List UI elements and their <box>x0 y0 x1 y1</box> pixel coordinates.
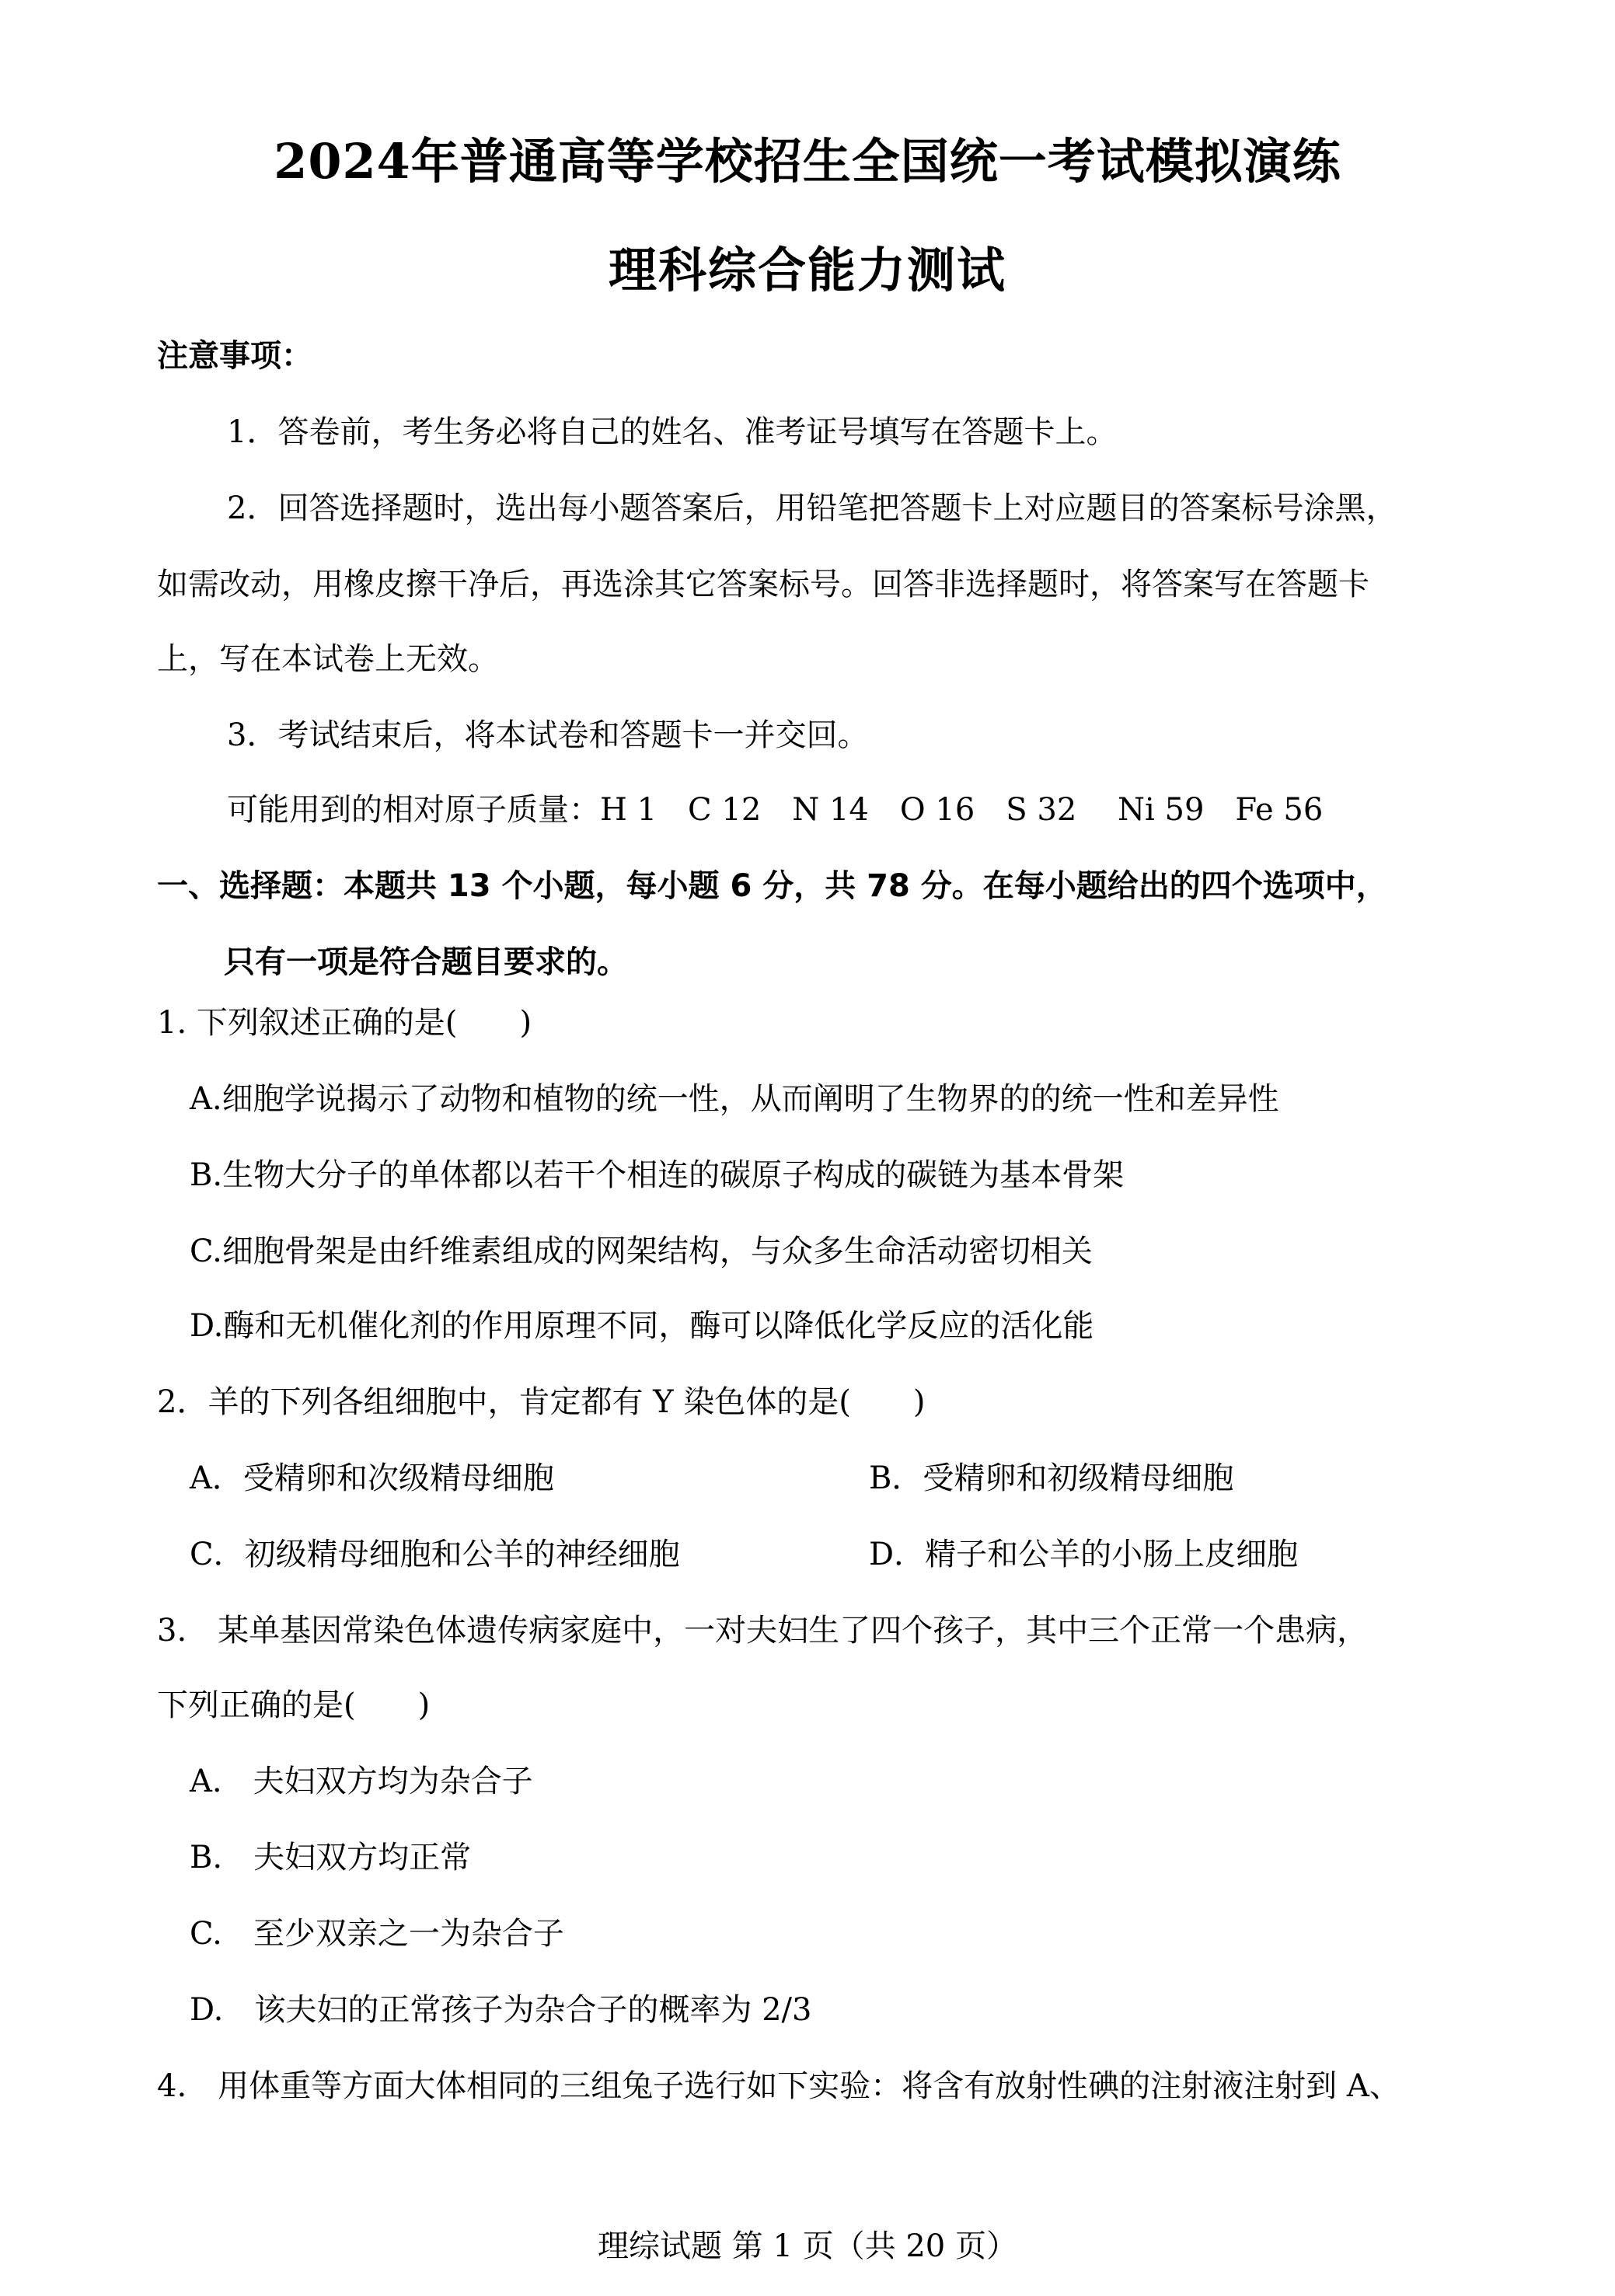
notice-item-2-line-3: 上，写在本试卷上无效。 <box>157 641 499 677</box>
notice-heading: 注意事项： <box>157 338 312 374</box>
question-3-option-b: B. 夫妇双方均正常 <box>190 1840 472 1876</box>
question-1-option-a: A.细胞学说揭示了动物和植物的统一性，从而阐明了生物界的的统一性和差异性 <box>190 1081 1279 1117</box>
question-3-option-c: C. 至少双亲之一为杂合子 <box>190 1916 564 1952</box>
question-2-option-c: C．初级精母细胞和公羊的神经细胞 <box>190 1537 680 1572</box>
question-4-stem-line-1: 4. 用体重等方面大体相同的三组兔子选行如下实验：将含有放射性碘的注射液注射到 A、 <box>157 2068 1400 2104</box>
exam-subtitle: 理科综合能力测试 <box>608 242 1006 298</box>
question-1-option-d: D.酶和无机催化剂的作用原理不同，酶可以降低化学反应的活化能 <box>190 1308 1094 1344</box>
question-1-option-c: C.细胞骨架是由纤维素组成的网架结构，与众多生命活动密切相关 <box>190 1233 1093 1269</box>
notice-item-2-line-2: 如需改动，用橡皮擦干净后，再选涂其它答案标号。回答非选择题时，将答案写在答题卡 <box>157 567 1369 602</box>
question-1-stem: 1. 下列叙述正确的是( ) <box>157 1005 532 1041</box>
notice-item-1: 1．答卷前，考生务必将自己的姓名、准考证号填写在答题卡上。 <box>227 414 1118 450</box>
question-2-option-a: A．受精卵和次级精母细胞 <box>190 1460 554 1496</box>
question-3-stem-line-1: 3. 某单基因常染色体遗传病家庭中，一对夫妇生了四个孩子，其中三个正常一个患病， <box>157 1613 1369 1649</box>
question-2-stem: 2．羊的下列各组细胞中，肯定都有 Y 染色体的是( ) <box>157 1384 926 1420</box>
atomic-masses: 可能用到的相对原子质量：H 1 C 12 N 14 O 16 S 32 Ni 59 Fe 56 <box>227 792 1324 828</box>
section-1-heading-line-1: 一、选择题：本题共 13 个小题，每小题 6 分，共 78 分。在每小题给出的四个选项中， <box>157 868 1387 904</box>
question-3-option-a: A. 夫妇双方均为杂合子 <box>190 1764 533 1799</box>
question-3-stem-line-2: 下列正确的是( ) <box>157 1687 431 1723</box>
question-2-option-d: D．精子和公羊的小肠上皮细胞 <box>869 1537 1299 1572</box>
section-1-heading-line-2: 只有一项是符合题目要求的。 <box>224 944 628 980</box>
exam-title: 2024年普通高等学校招生全国统一考试模拟演练 <box>274 133 1341 190</box>
page-footer: 理综试题 第 1 页（共 20 页） <box>598 2228 1017 2264</box>
question-2-option-b: B．受精卵和初级精母细胞 <box>869 1460 1234 1496</box>
question-3-option-d: D. 该夫妇的正常孩子为杂合子的概率为 2/3 <box>190 1992 812 2028</box>
question-1-option-b: B.生物大分子的单体都以若干个相连的碳原子构成的碳链为基本骨架 <box>190 1157 1125 1193</box>
notice-item-3: 3．考试结束后，将本试卷和答题卡一并交回。 <box>227 717 869 753</box>
notice-item-2-line-1: 2．回答选择题时，选出每小题答案后，用铅笔把答题卡上对应题目的答案标号涂黑， <box>227 490 1397 526</box>
